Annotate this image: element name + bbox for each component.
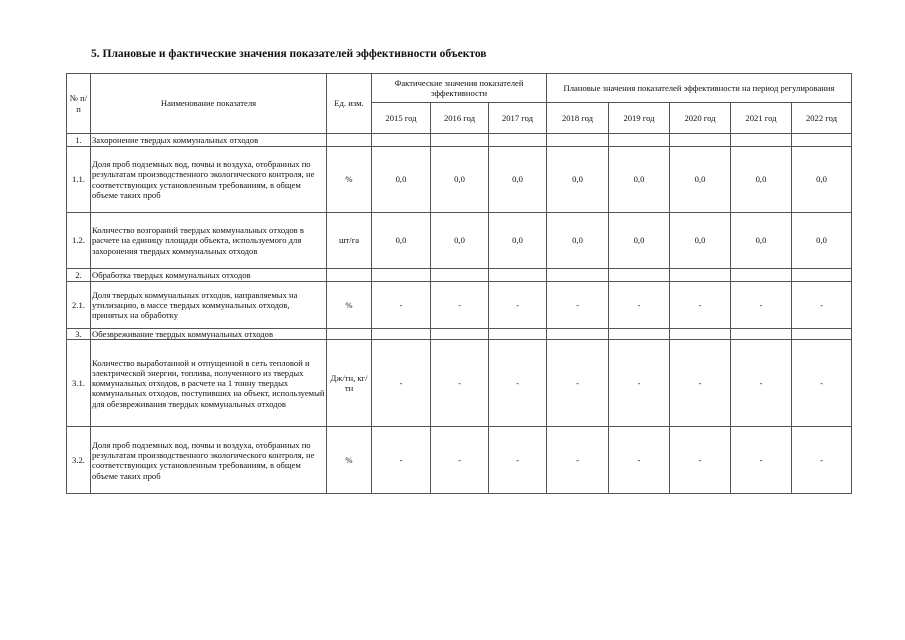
indicator-row [67, 340, 852, 427]
value-cell: - [609, 340, 670, 427]
value-cell: - [372, 282, 431, 329]
value-cell: - [547, 340, 609, 427]
header-year: 2020 год [670, 103, 731, 134]
value-cell: - [609, 282, 670, 329]
empty-cell [489, 329, 547, 340]
unit-cell: % [327, 427, 372, 494]
indicator-name: Доля проб подземных вод, почвы и воздуха, отобранных по результатам производственного экологического контроля, не соответствующих установленным требованиям, в общем объеме таких проб [91, 147, 327, 213]
section-row [67, 269, 852, 282]
empty-cell [489, 269, 547, 282]
value-cell: - [792, 282, 852, 329]
section-row [67, 134, 852, 147]
row-number: 3. [67, 329, 91, 340]
value-cell: 0,0 [431, 147, 489, 213]
empty-cell [327, 134, 372, 147]
value-cell: - [792, 427, 852, 494]
indicator-name: Захоронение твердых коммунальных отходов [91, 134, 327, 147]
section-title: 5. Плановые и фактические значения показателей эффективности объектов [91, 48, 487, 60]
empty-cell [609, 134, 670, 147]
empty-cell [372, 329, 431, 340]
empty-cell [547, 329, 609, 340]
empty-cell [372, 134, 431, 147]
header-year: 2016 год [431, 103, 489, 134]
empty-cell [431, 269, 489, 282]
header-year: 2019 год [609, 103, 670, 134]
header-unit: Ед. изм. [327, 74, 372, 134]
value-cell: 0,0 [670, 213, 731, 269]
indicator-row [67, 147, 852, 213]
empty-cell [792, 329, 852, 340]
empty-cell [547, 134, 609, 147]
empty-cell [731, 329, 792, 340]
value-cell: 0,0 [792, 213, 852, 269]
indicator-name: Количество возгораний твердых коммунальных отходов в расчете на единицу площади объекта, используемого для захоронения твердых коммунальных отходов [91, 213, 327, 269]
value-cell: 0,0 [547, 213, 609, 269]
header-year: 2015 год [372, 103, 431, 134]
row-number: 3.1. [67, 340, 91, 427]
header-year: 2022 год [792, 103, 852, 134]
empty-cell [547, 269, 609, 282]
indicator-row [67, 213, 852, 269]
header-fact-group: Фактические значения показателей эффективности [372, 74, 547, 103]
row-number: 2.1. [67, 282, 91, 329]
value-cell: 0,0 [372, 213, 431, 269]
value-cell: 0,0 [792, 147, 852, 213]
value-cell: - [489, 340, 547, 427]
empty-cell [431, 329, 489, 340]
empty-cell [670, 134, 731, 147]
value-cell: - [489, 282, 547, 329]
row-number: 3.2. [67, 427, 91, 494]
value-cell: - [670, 282, 731, 329]
value-cell: - [547, 282, 609, 329]
value-cell: 0,0 [489, 213, 547, 269]
value-cell: 0,0 [609, 147, 670, 213]
value-cell: - [670, 340, 731, 427]
value-cell: 0,0 [731, 213, 792, 269]
header-name: Наименование показателя [91, 74, 327, 134]
empty-cell [372, 269, 431, 282]
section-row [67, 329, 852, 340]
empty-cell [431, 134, 489, 147]
header-year: 2021 год [731, 103, 792, 134]
indicators-table [66, 73, 852, 494]
empty-cell [731, 269, 792, 282]
value-cell: - [431, 340, 489, 427]
unit-cell: % [327, 147, 372, 213]
indicator-row [67, 427, 852, 494]
empty-cell [327, 269, 372, 282]
value-cell: 0,0 [489, 147, 547, 213]
row-number: 1.2. [67, 213, 91, 269]
indicator-row [67, 282, 852, 329]
value-cell: 0,0 [609, 213, 670, 269]
value-cell: 0,0 [547, 147, 609, 213]
value-cell: 0,0 [431, 213, 489, 269]
unit-cell: % [327, 282, 372, 329]
value-cell: 0,0 [670, 147, 731, 213]
empty-cell [792, 269, 852, 282]
unit-cell: шт/га [327, 213, 372, 269]
unit-cell: Дж/тн, кг/тн [327, 340, 372, 427]
value-cell: - [609, 427, 670, 494]
header-plan-group: Плановые значения показателей эффективности на период регулирования [547, 74, 852, 103]
indicator-name: Обработка твердых коммунальных отходов [91, 269, 327, 282]
empty-cell [670, 269, 731, 282]
value-cell: - [731, 340, 792, 427]
value-cell: - [547, 427, 609, 494]
indicator-name: Количество выработанной и отпущенной в сеть тепловой и электрической энергии, топлива, полученного из твердых коммунальных отходов, в расчете на 1 тонну твердых коммунальных отходов, поступивших на объект, используемый для обезвреживания твердых коммунальных отходов [91, 340, 327, 427]
value-cell: 0,0 [372, 147, 431, 213]
empty-cell [670, 329, 731, 340]
header-num: № п/п [67, 74, 91, 134]
indicator-name: Обезвреживание твердых коммунальных отходов [91, 329, 327, 340]
value-cell: - [792, 340, 852, 427]
indicator-name: Доля твердых коммунальных отходов, направляемых на утилизацию, в массе твердых коммунальных отходов, принятых на обработку [91, 282, 327, 329]
indicator-name: Доля проб подземных вод, почвы и воздуха, отобранных по результатам производственного экологического контроля, не соответствующих установленным требованиям, в общем объеме таких проб [91, 427, 327, 494]
row-number: 2. [67, 269, 91, 282]
value-cell: - [372, 340, 431, 427]
value-cell: - [670, 427, 731, 494]
empty-cell [489, 134, 547, 147]
header-year: 2018 год [547, 103, 609, 134]
empty-cell [792, 134, 852, 147]
empty-cell [327, 329, 372, 340]
empty-cell [731, 134, 792, 147]
header-year: 2017 год [489, 103, 547, 134]
value-cell: - [431, 427, 489, 494]
empty-cell [609, 269, 670, 282]
row-number: 1. [67, 134, 91, 147]
row-number: 1.1. [67, 147, 91, 213]
value-cell: - [731, 282, 792, 329]
value-cell: - [372, 427, 431, 494]
empty-cell [609, 329, 670, 340]
value-cell: - [489, 427, 547, 494]
value-cell: - [431, 282, 489, 329]
value-cell: 0,0 [731, 147, 792, 213]
value-cell: - [731, 427, 792, 494]
